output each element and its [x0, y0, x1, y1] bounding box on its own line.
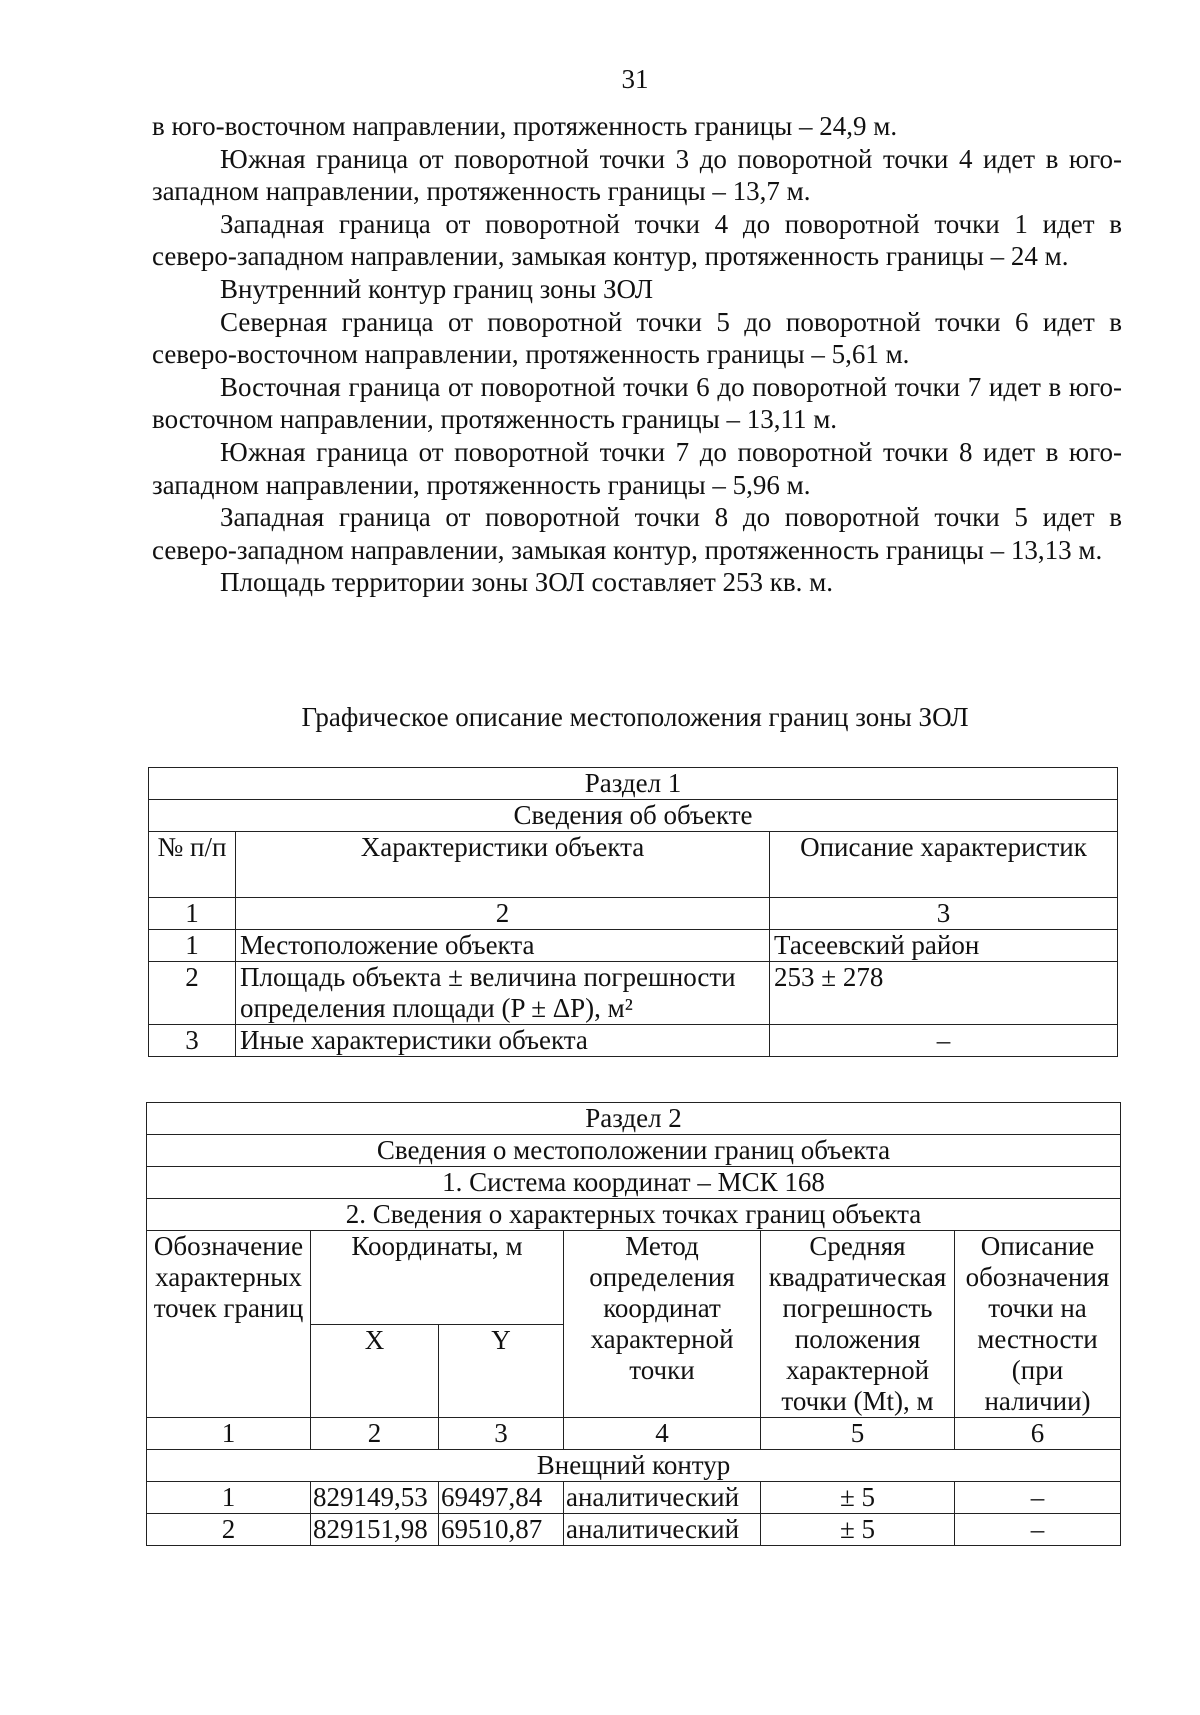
cell: 253 ± 278 — [770, 962, 1118, 1025]
section1-title: Раздел 1 — [149, 768, 1118, 800]
section2-subtitle: Сведения о местоположении границ объекта — [147, 1135, 1121, 1167]
cell: 829149,53 — [311, 1482, 439, 1514]
cell: 829151,98 — [311, 1514, 439, 1546]
col-number: 3 — [770, 898, 1118, 930]
paragraph: Южная граница от поворотной точки 7 до поворотной точки 8 идет в юго-западном направлении, протяженность границы – 5,96 м. — [152, 436, 1122, 500]
cell: 3 — [149, 1025, 236, 1057]
col-number: 1 — [147, 1418, 311, 1450]
paragraph: Западная граница от поворотной точки 8 до поворотной точки 5 идет в северо-западном направлении, замыкая контур, протяженность границы – 13,13 м. — [152, 502, 1122, 565]
points-title: 2. Сведения о характерных точках границ объекта — [147, 1199, 1121, 1231]
section2-title: Раздел 2 — [147, 1103, 1121, 1135]
cell: аналитический — [564, 1514, 761, 1546]
table-caption: Графическое описание местоположения границ зоны ЗОЛ — [301, 702, 969, 732]
paragraph: Внутренний контур границ зоны ЗОЛ — [220, 273, 654, 304]
header-designation: Обозначение характерных точек границ — [147, 1231, 311, 1418]
body-text — [152, 110, 1122, 599]
paragraph: Северная граница от поворотной точки 5 до поворотной точки 6 идет в северо-восточном направлении, протяженность границы – 5,61 м. — [152, 306, 1122, 370]
paragraph: Площадь территории зоны ЗОЛ составляет 253 кв. м. — [220, 567, 833, 598]
cell: 1 — [149, 930, 236, 962]
col-number: 1 — [149, 898, 236, 930]
header-description: Описание характеристик — [770, 832, 1118, 898]
header-error: Средняя квадратическая погрешность положения характерной точки (Mt), м — [761, 1231, 955, 1418]
cell: ± 5 — [761, 1482, 955, 1514]
cell: Площадь объекта ± величина погрешности определения площади (P ± ΔP), м² — [236, 962, 770, 1025]
coord-system: 1. Система координат – МСК 168 — [147, 1167, 1121, 1199]
header-number: № п/п — [149, 832, 236, 898]
header-characteristics: Характеристики объекта — [236, 832, 770, 898]
header-point-description: Описание обозначения точки на местности (при наличии) — [955, 1231, 1121, 1418]
cell: – — [955, 1482, 1121, 1514]
table-row — [149, 962, 1118, 1025]
page-number: 31 — [621, 64, 649, 94]
header-method: Метод определения координат характерной точки — [564, 1231, 761, 1418]
col-number: 2 — [236, 898, 770, 930]
table-row — [147, 1482, 1121, 1514]
cell: – — [770, 1025, 1118, 1057]
col-number: 6 — [955, 1418, 1121, 1450]
cell: ± 5 — [761, 1514, 955, 1546]
cell: Местоположение объекта — [236, 930, 770, 962]
cell: 2 — [149, 962, 236, 1025]
table-row — [149, 930, 1118, 962]
cell: 69497,84 — [439, 1482, 564, 1514]
cell: аналитический — [564, 1482, 761, 1514]
paragraph: Западная граница от поворотной точки 4 до поворотной точки 1 идет в северо-западном направлении, замыкая контур, протяженность границы – 24 м. — [152, 208, 1122, 272]
contour-label: Внещний контур — [147, 1450, 1121, 1482]
paragraph: Восточная граница от поворотной точки 6 до поворотной точки 7 идет в юго-восточном направлении, протяженность границы – 13,11 м. — [152, 371, 1122, 435]
table-row — [147, 1514, 1121, 1546]
cell: – — [955, 1514, 1121, 1546]
cell: Тасеевский район — [770, 930, 1118, 962]
cell: 69510,87 — [439, 1514, 564, 1546]
cell: 1 — [147, 1482, 311, 1514]
header-coords: Координаты, м — [311, 1231, 564, 1325]
paragraph: Южная граница от поворотной точки 3 до поворотной точки 4 идет в юго-западном направлении, протяженность границы – 13,7 м. — [152, 143, 1122, 207]
section2-table — [146, 1102, 1121, 1546]
cell: Иные характеристики объекта — [236, 1025, 770, 1057]
table-row — [149, 1025, 1118, 1057]
col-number: 2 — [311, 1418, 439, 1450]
section1-table — [148, 767, 1118, 1057]
header-y: Y — [439, 1324, 564, 1418]
section1-subtitle: Сведения об объекте — [149, 800, 1118, 832]
header-x: X — [311, 1324, 439, 1418]
paragraph: в юго-восточном направлении, протяженность границы – 24,9 м. — [152, 111, 898, 141]
cell: 2 — [147, 1514, 311, 1546]
col-number: 4 — [564, 1418, 761, 1450]
col-number: 5 — [761, 1418, 955, 1450]
col-number: 3 — [439, 1418, 564, 1450]
